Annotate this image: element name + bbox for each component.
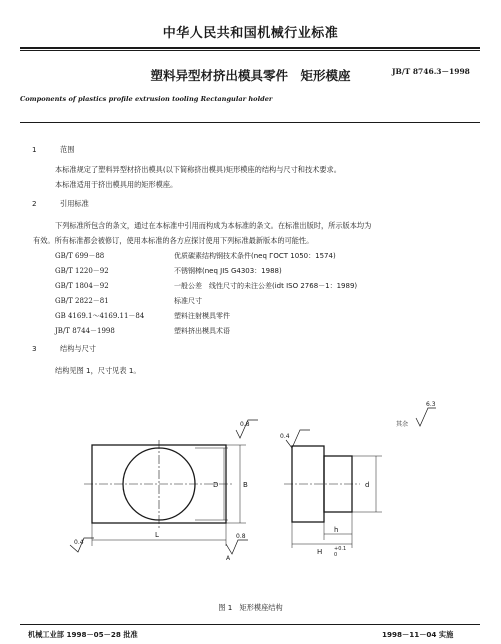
roughness-value: 0.4 <box>280 433 290 440</box>
other-roughness-prefix: 其余 <box>396 421 409 428</box>
figure-caption: 图 1 矩形模座结构 <box>218 603 283 612</box>
roughness-symbol <box>226 540 248 554</box>
reference-code: GB/T 1804－92 <box>55 282 109 290</box>
reference-name: 塑料挤出模具术语 <box>174 327 230 335</box>
reference-code: GB/T 2822－81 <box>55 297 109 305</box>
footer-rule <box>20 624 480 625</box>
section-number: 2 <box>32 199 37 208</box>
reference-name: 优质碳素结构钢技术条件(neq ГОСТ 1050：1574) <box>174 252 336 260</box>
section-title: 范围 <box>60 145 75 154</box>
dim-label-B: B <box>243 481 248 489</box>
reference-name: 一般公差 线性尺寸的未注公差(idt ISO 2768－1：1989) <box>174 282 358 290</box>
effective-date: 1998－11－04 实施 <box>382 630 454 639</box>
reference-code: GB/T 699－88 <box>55 252 105 260</box>
section-1-paragraph-1: 本标准规定了塑料异型材挤出模具(以下简称挤出模具)矩形模座的结构与尺寸和技术要求。 <box>55 165 341 174</box>
dim-label-L: L <box>155 531 159 539</box>
section-number: 1 <box>32 145 37 154</box>
approval-date: 机械工业部 1998－05－28 批准 <box>28 630 138 639</box>
standard-number: JB/T 8746.3－1998 <box>392 67 470 76</box>
dim-label-D: D <box>213 481 219 489</box>
dim-label-H: H <box>317 548 323 556</box>
section-2-paragraph-2: 有效。所有标准都会被修订，使用本标准的各方应探讨使用下列标准最新版本的可能性。 <box>33 236 314 245</box>
section-title: 引用标准 <box>60 199 89 208</box>
dim-label-d: d <box>365 481 370 489</box>
section-title: 结构与尺寸 <box>60 344 96 353</box>
reference-name: 塑料注射模具零件 <box>174 312 230 320</box>
section-number: 3 <box>32 344 37 353</box>
roughness-value: 0.8 <box>240 421 250 428</box>
issuing-organization: 中华人民共和国机械行业标准 <box>162 26 339 41</box>
datum-letter: A <box>226 555 231 562</box>
reference-code: JB/T 8744－1998 <box>55 327 115 335</box>
reference-code: GB 4169.1～4169.11－84 <box>55 312 145 320</box>
document-subtitle-en: Components of plastics profile extrusion tooling Rectangular holder <box>20 95 273 103</box>
reference-name: 不锈钢棒(neq JIS G4303：1988) <box>174 267 282 275</box>
dim-label-h: h <box>334 526 339 534</box>
section-1-paragraph-2: 本标准适用于挤出模具用的矩形模座。 <box>55 180 178 189</box>
tolerance-lower: 0 <box>334 552 338 558</box>
reference-code: GB/T 1220－92 <box>55 267 109 275</box>
roughness-value: 0.4 <box>74 539 84 546</box>
roughness-symbol <box>286 430 310 448</box>
section-3-paragraph-1: 结构见图 1，尺寸见表 1。 <box>55 366 141 375</box>
roughness-value: 0.8 <box>236 533 246 540</box>
reference-name: 标准尺寸 <box>174 297 202 305</box>
document-title: 塑料异型材挤出模具零件 矩形模座 <box>150 68 351 83</box>
tolerance-upper: +0.1 <box>334 546 347 552</box>
section-2-paragraph-1: 下列标准所包含的条文，通过在本标准中引用而构成为本标准的条文。在标准出版时，所示版本均为 <box>55 221 372 230</box>
roughness-value: 6.3 <box>426 401 436 408</box>
roughness-symbol <box>416 408 436 426</box>
